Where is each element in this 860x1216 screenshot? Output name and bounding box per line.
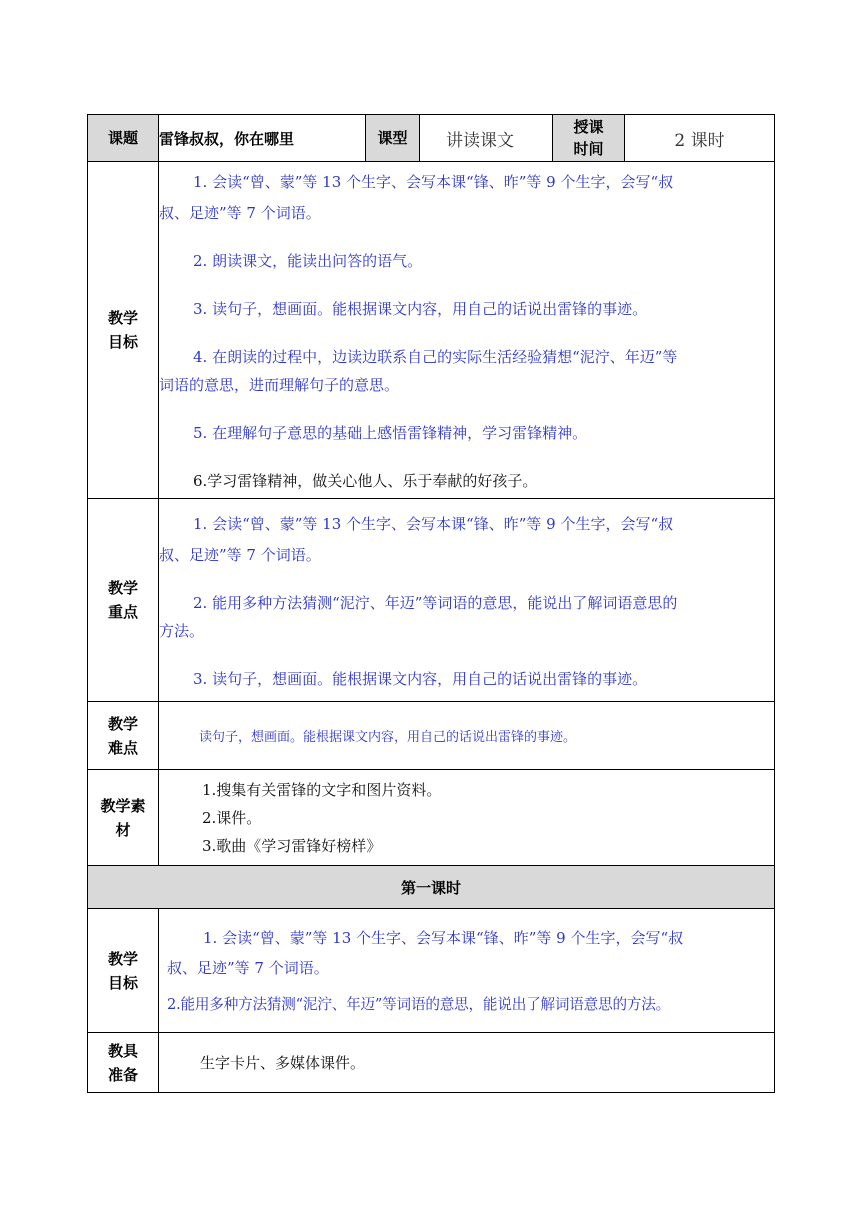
title-value: 雷锋叔叔，你在哪里	[159, 115, 366, 162]
key-points-row	[88, 499, 775, 702]
first-lesson-objectives-label-line1: 教学	[107, 949, 138, 968]
objective-item: 词语的意思，进而理解句子的意思。	[159, 376, 400, 394]
objective-item: 5. 在理解句子意思的基础上感悟雷锋精神，学习雷锋精神。	[193, 424, 588, 442]
objectives-label-line1: 教学	[107, 309, 138, 327]
key-point-item: 叔、足迹”等 7 个词语。	[159, 546, 321, 564]
objective-item: 2. 朗读课文，能读出问答的语气。	[193, 252, 423, 270]
tools-row	[88, 1033, 775, 1093]
materials-row	[88, 770, 775, 866]
objectives-label-line2: 目标	[107, 333, 138, 351]
materials-content	[159, 770, 775, 866]
first-lesson-objectives-label	[88, 909, 159, 1033]
header-row	[88, 115, 775, 162]
key-points-label	[88, 499, 159, 702]
key-points-content	[159, 499, 775, 702]
first-lesson-title: 第一课时	[88, 866, 775, 909]
materials-label-line2: 材	[115, 820, 131, 839]
hours-label-line2: 时间	[573, 140, 604, 158]
first-lesson-objectives-row	[88, 909, 775, 1033]
material-item: 3.歌曲《学习雷锋好榜样》	[202, 836, 382, 855]
material-item: 2.课件。	[202, 808, 262, 827]
tools-text: 生字卡片、多媒体课件。	[159, 1033, 775, 1093]
materials-label-line1: 教学素	[100, 796, 146, 815]
key-point-item: 方法。	[159, 622, 205, 640]
first-lesson-objectives-label-line2: 目标	[107, 973, 138, 992]
first-lesson-objective-item: 2.能用多种方法猜测“泥泞、年迈”等词语的意思，能说出了解词语意思的方法。	[167, 996, 671, 1013]
lesson-plan-table	[87, 114, 775, 1093]
first-lesson-objectives-content	[159, 909, 775, 1033]
key-points-label-line2: 重点	[107, 603, 138, 621]
objective-item: 6.学习雷锋精神，做关心他人、乐于奉献的好孩子。	[193, 472, 538, 490]
difficulties-label	[88, 702, 159, 770]
first-lesson-header-row	[88, 866, 775, 909]
difficulties-label-line2: 难点	[107, 738, 138, 757]
objectives-label	[88, 162, 159, 499]
materials-label	[88, 770, 159, 866]
type-label: 课型	[366, 115, 420, 162]
material-item: 1.搜集有关雷锋的文字和图片资料。	[202, 780, 442, 799]
hours-label-line1: 授课	[573, 118, 604, 136]
tools-label-line1: 教具	[107, 1041, 138, 1060]
tools-label-line2: 准备	[107, 1065, 138, 1084]
key-point-item: 1. 会读“曾、蒙”等 13 个生字、会写本课“锋、昨”等 9 个生字，会写“叔	[193, 515, 674, 533]
objective-item: 3. 读句子，想画面。能根据课文内容，用自己的话说出雷锋的事迹。	[193, 300, 648, 318]
type-value: 讲读课文	[420, 115, 553, 162]
key-points-label-line1: 教学	[107, 579, 138, 597]
objective-item: 叔、足迹”等 7 个词语。	[159, 204, 321, 222]
objective-item: 1. 会读“曾、蒙”等 13 个生字、会写本课“锋、昨”等 9 个生字，会写“叔	[193, 173, 674, 191]
title-label: 课题	[88, 115, 159, 162]
hours-label	[553, 115, 625, 162]
first-lesson-objective-item: 叔、足迹”等 7 个词语。	[167, 959, 329, 977]
difficulties-label-line1: 教学	[107, 714, 138, 733]
key-point-item: 2. 能用多种方法猜测“泥泞、年迈”等词语的意思，能说出了解词语意思的	[193, 594, 678, 612]
objective-item: 4. 在朗读的过程中，边读边联系自己的实际生活经验猜想“泥泞、年迈”等	[193, 348, 678, 366]
objectives-content	[159, 162, 775, 499]
tools-label	[88, 1033, 159, 1093]
difficulties-text: 读句子，想画面。能根据课文内容，用自己的话说出雷锋的事迹。	[159, 702, 775, 770]
first-lesson-objective-item: 1. 会读“曾、蒙”等 13 个生字、会写本课“锋、昨”等 9 个生字，会写“叔	[203, 929, 684, 947]
hours-value: 2 课时	[625, 115, 775, 162]
key-point-item: 3. 读句子，想画面。能根据课文内容，用自己的话说出雷锋的事迹。	[193, 670, 648, 688]
objectives-row	[88, 162, 775, 499]
difficulties-row	[88, 702, 775, 770]
